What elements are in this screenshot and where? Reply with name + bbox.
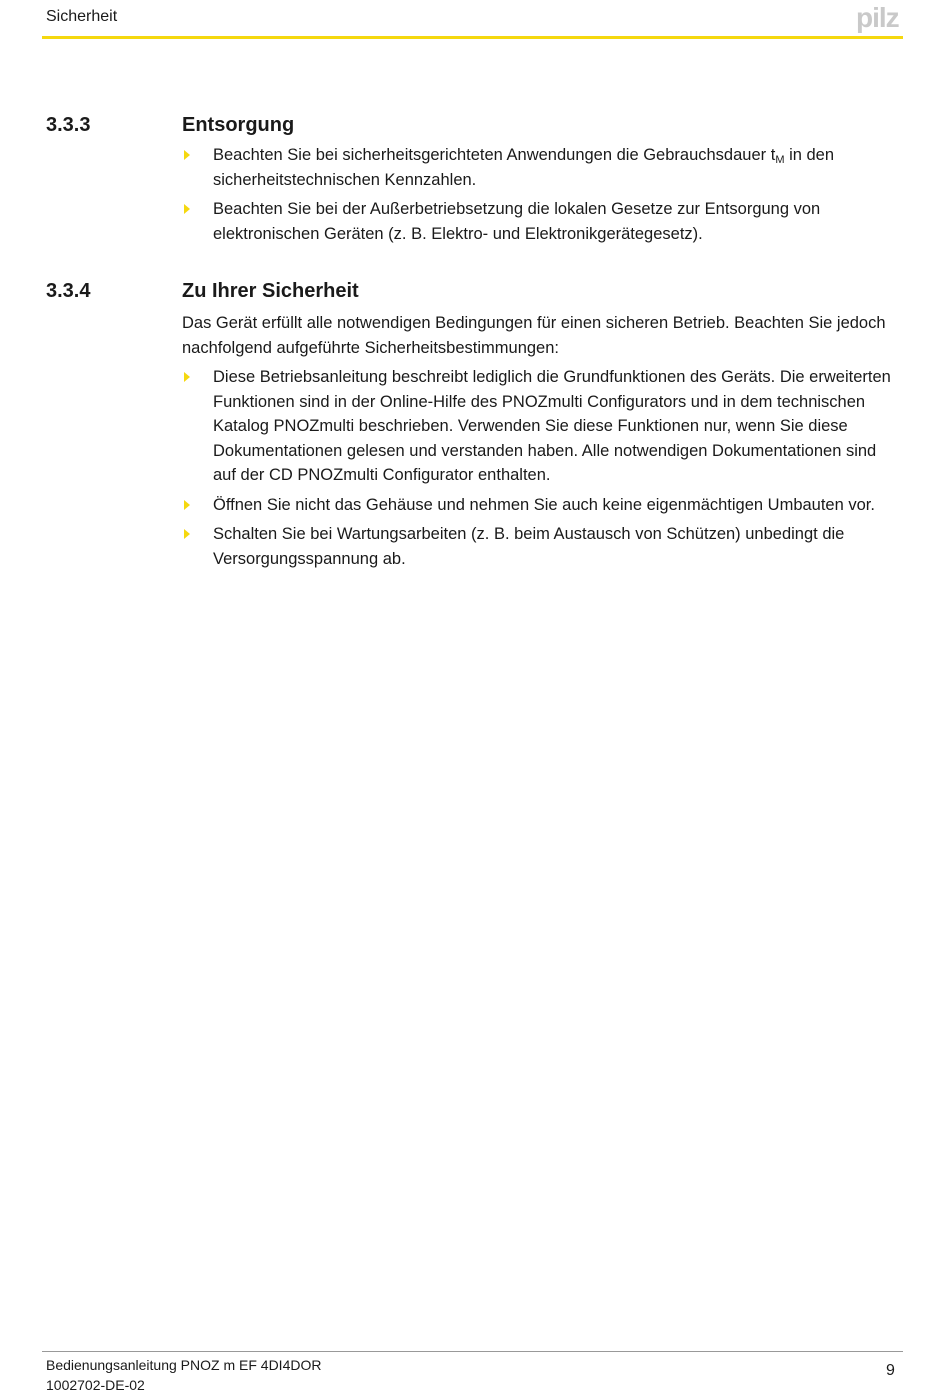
section-number: 3.3.4 <box>46 280 91 302</box>
section-number: 3.3.3 <box>46 114 91 136</box>
section-heading: Entsorgung <box>182 114 295 136</box>
intro-paragraph: Das Gerät erfüllt alle notwendigen Bedingungen für einen sicheren Betrieb. Beachten Sie jedoch nachfolgend aufgeführte Sicherheitsbestimmungen: <box>182 314 886 357</box>
header-title: Sicherheit <box>46 8 118 25</box>
pilz-logo: pilz <box>856 2 899 33</box>
bullet-arrow-icon <box>184 372 190 382</box>
bullet-text: Öffnen Sie nicht das Gehäuse und nehmen Sie auch keine eigenmächtigen Umbauten vor. <box>213 495 875 514</box>
bullet-list <box>182 365 897 576</box>
section-heading: Zu Ihrer Sicherheit <box>182 280 359 302</box>
bullet-text: Beachten Sie bei der Außerbetriebsetzung die lokalen Gesetze zur Entsorgung von elektronischen Geräten (z. B. Elektro- und Elektronikgerätegesetz). <box>213 200 821 243</box>
bullet-text-part: Beachten Sie bei sicherheitsgerichteten Anwendungen die Gebrauchsdauer t <box>213 146 776 164</box>
bullet-arrow-icon <box>184 204 190 214</box>
bullet-arrow-icon <box>184 529 190 539</box>
list-item <box>182 143 897 192</box>
footer-doc-number: 1002702-DE-02 <box>46 1377 145 1393</box>
header-divider <box>42 36 903 39</box>
list-item <box>182 365 897 488</box>
footer-divider <box>42 1351 903 1352</box>
list-item <box>182 197 897 246</box>
bullet-text: Schalten Sie bei Wartungsarbeiten (z. B. beim Austausch von Schützen) unbedingt die Versorgungsspannung ab. <box>213 525 845 568</box>
bullet-arrow-icon <box>184 150 190 160</box>
page-number: 9 <box>886 1362 895 1379</box>
bullet-text-part: in den sicherheitstechnischen Kennzahlen. <box>213 146 835 189</box>
list-item <box>182 493 897 518</box>
list-item <box>182 522 897 571</box>
footer-doc-title: Bedienungsanleitung PNOZ m EF 4DI4DOR <box>46 1357 322 1373</box>
subscript: M <box>775 154 785 166</box>
bullet-text: Diese Betriebsanleitung beschreibt lediglich die Grundfunktionen des Geräts. Die erweiterten Funktionen sind in der Online-Hilfe des PNOZmulti Configurators und in dem technischen Katalog PNOZmulti beschrieben. Verwenden Sie diese Funktionen nur, wenn Sie diese Dokumentationen gelesen und verstanden haben. Alle notwendigen Dokumentationen sind auf der CD PNOZmulti Configurator enthalten. <box>213 368 891 484</box>
bullet-list <box>182 143 897 251</box>
bullet-arrow-icon <box>184 500 190 510</box>
